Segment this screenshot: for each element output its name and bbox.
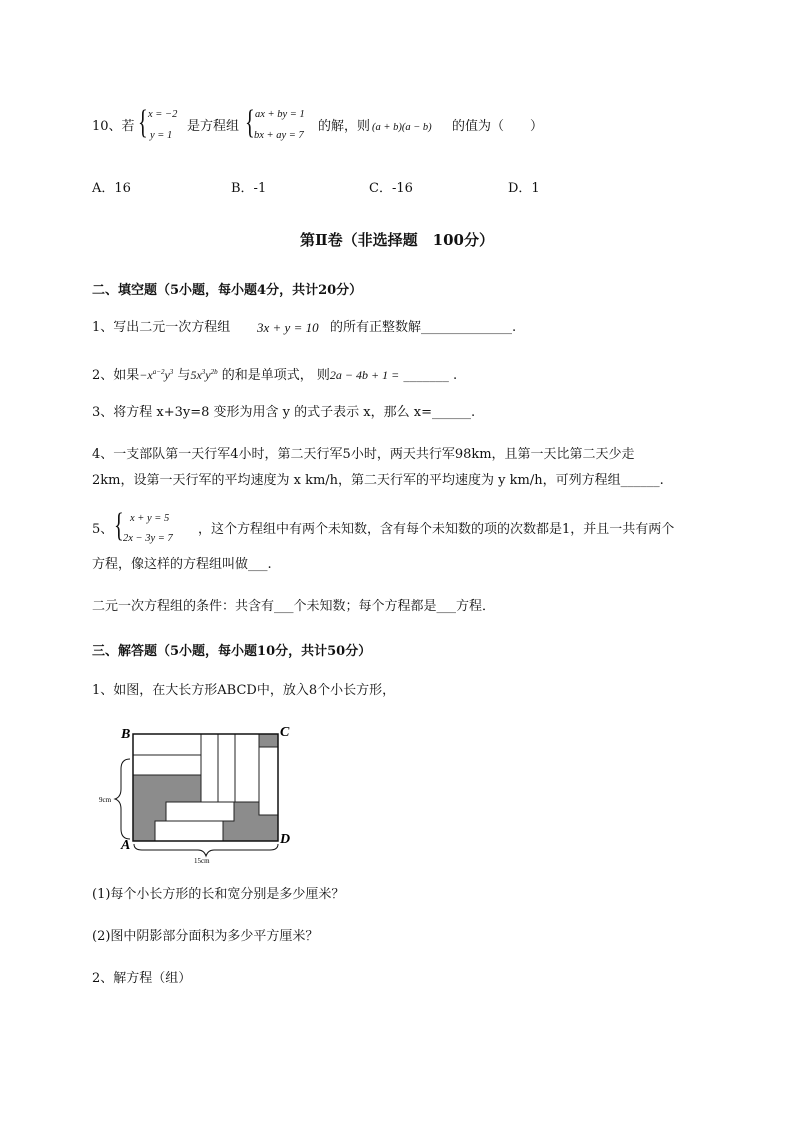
small-rect-3	[201, 734, 218, 802]
option-d: D．1	[508, 181, 540, 196]
small-rect-1	[133, 734, 201, 755]
fill2-term2	[190, 368, 217, 382]
q10-sys1-line1: x = −2	[148, 109, 178, 120]
fill5-sys-line2: 2x − 3y = 7	[123, 533, 173, 544]
small-rect-6	[259, 747, 278, 815]
fill5-brace: {	[114, 507, 124, 544]
width-label: 15cm	[194, 857, 210, 865]
option-b: B．-1	[231, 181, 267, 196]
solve1-sub1: (1)每个小长方形的长和宽分别是多少厘米？	[92, 887, 345, 902]
option-a: A．16	[92, 181, 131, 196]
fill1-equation: 3x + y = 10	[257, 320, 319, 335]
fill2-expression: 2a − 4b + 1 =	[329, 368, 400, 382]
fill5-number: 5、	[92, 522, 114, 537]
fill2-term2-x: 5x	[190, 368, 202, 382]
q10-expression: (a + b)(a − b)	[372, 122, 432, 133]
condition-text: 二元一次方程组的条件：共含有___个未知数；每个方程都是___方程．	[92, 599, 496, 614]
q10-number: 10、若	[92, 119, 135, 134]
small-rect-8	[155, 821, 223, 841]
fill4-line1: 4、一支部队第一天行军4小时，第二天行军5小时，两天共行军98km，且第一天比第二天少走	[92, 447, 635, 462]
label-c: C	[280, 725, 290, 740]
fill1-post: 的所有正整数解______________.	[330, 320, 517, 335]
q10-brace-1: {	[138, 104, 148, 141]
q10-mid-text: 是方程组	[187, 119, 240, 134]
q10-brace-2: {	[245, 104, 255, 141]
rectangle-figure	[99, 722, 308, 867]
q10-sys2-line1: ax + by = 1	[255, 109, 305, 120]
part2-title: 第Ⅱ卷（非选择题 100分）	[300, 231, 494, 249]
solve2-text: 2、解方程（组）	[92, 971, 192, 986]
solve1-intro: 1、如图，在大长方形ABCD中，放入8个小长方形，	[92, 683, 396, 698]
height-label: 9cm	[99, 796, 112, 804]
fill2-pre: 2、如果	[92, 368, 140, 383]
fill2-blank: _______ .	[403, 368, 458, 383]
label-d: D	[280, 832, 291, 847]
height-brace	[115, 759, 130, 839]
fill2-mid: 与	[177, 368, 191, 383]
q10-sys1-line2: y = 1	[150, 130, 173, 141]
label-a: A	[121, 838, 131, 853]
fill3-text: 3、将方程 x+3y=8 变形为用含 y 的式子表示 x，那么 x=______.	[92, 405, 476, 420]
small-rect-4	[218, 734, 235, 802]
fill2-term1-yexp: 3	[169, 368, 174, 376]
q10-end-text: 的值为（ ）	[452, 119, 544, 134]
small-rect-7	[166, 802, 234, 821]
fill2-term1	[139, 368, 173, 382]
q10-tail-text: 的解，则	[318, 119, 371, 134]
small-rect-2	[133, 755, 201, 775]
fill4-line2: 2km，设第一天行军的平均速度为 x km/h，第二天行军的平均速度为 y km/h，可列方程组______.	[92, 473, 664, 488]
label-b: B	[121, 727, 131, 742]
fill2-term1-xexp: a−2	[152, 368, 165, 376]
section2-heading: 二、填空题（5小题，每小题4分，共计20分）	[92, 283, 363, 298]
fill5-line2: 方程，像这样的方程组叫做___.	[92, 557, 272, 572]
small-rect-5	[235, 734, 259, 802]
solve1-sub2: (2)图中阴影部分面积为多少平方厘米？	[92, 929, 319, 944]
fill2-post: 的和是单项式， 则	[221, 368, 330, 383]
fill2-term2-yexp: 2b	[210, 368, 218, 376]
fill5-sys-line1: x + y = 5	[130, 513, 170, 524]
option-c: C．-16	[369, 181, 413, 196]
fill2-term2-xexp: 3	[201, 368, 206, 376]
fill2-term2-y: y	[205, 368, 211, 382]
fill1-pre: 1、写出二元一次方程组	[92, 320, 231, 335]
fill2-term1-x: −x	[139, 368, 153, 382]
fill2-line	[92, 364, 457, 384]
q10-sys2-line2: bx + ay = 7	[254, 130, 304, 141]
fill2-term1-y: y	[164, 368, 170, 382]
fill5-line1: ，这个方程组中有两个未知数，含有每个未知数的项的次数都是1，并且一共有两个	[198, 522, 675, 537]
width-brace	[134, 844, 278, 856]
section3-heading: 三、解答题（5小题，每小题10分，共计50分）	[92, 644, 372, 659]
